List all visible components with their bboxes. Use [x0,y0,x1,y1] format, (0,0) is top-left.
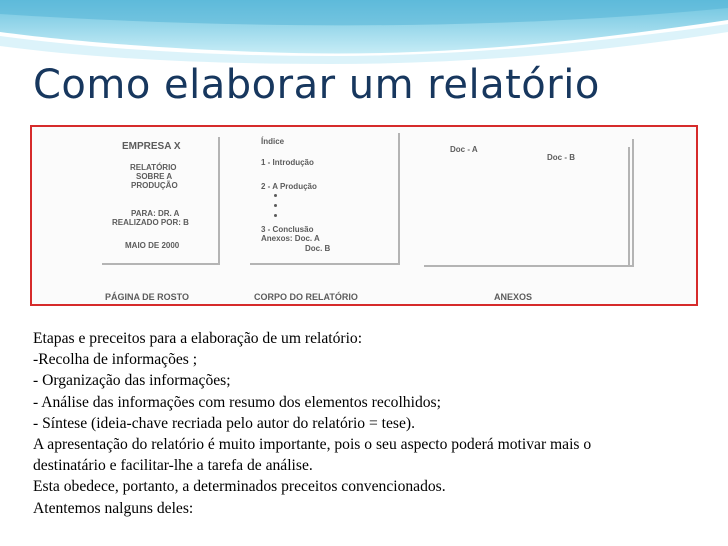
annex-doc-b: Doc - B [547,153,575,162]
body-item-3: 3 - Conclusão [261,225,314,234]
cover-report-title-3: PRODUÇÃO [131,181,178,190]
report-structure-figure [30,125,698,306]
cover-caption: PÁGINA DE ROSTO [105,292,190,302]
content-line: - Análise das informações com resumo dos elementos recolhidos; [33,393,441,411]
body-item-2: 2 - A Produção [261,182,317,191]
body-bullet [274,194,277,197]
cover-author: REALIZADO POR: B [112,218,189,227]
cover-date: MAIO DE 2000 [125,241,180,250]
annexes-caption: ANEXOS [494,292,533,302]
body-item-1: 1 - Introdução [261,158,314,167]
cover-recipient: PARA: DR. A [131,209,180,218]
cover-company: EMPRESA X [122,141,181,152]
body-caption: CORPO DO RELATÓRIO [254,292,358,302]
content-line: Etapas e preceitos para a elaboração de um relatório: [33,330,363,347]
content-line: Atentemos nalguns deles: [33,499,194,517]
content-line: destinatário e facilitar-lhe a tarefa de análise. [33,457,313,475]
body-bullet [274,204,277,207]
content-line: - Organização das informações; [33,372,231,390]
cover-report-title-2: SOBRE A [136,172,173,181]
content-line: - Síntese (ideia-chave recriada pelo autor do relatório = tese). [33,414,416,432]
content-line: Esta obedece, portanto, a determinados preceitos convencionados. [33,478,446,496]
page-title: Como elaborar um relatório [33,62,600,108]
body-index: Índice [261,137,285,146]
content-line: -Recolha de informações ; [33,351,198,369]
content-line: A apresentação do relatório é muito importante, pois o seu aspecto poderá motivar mais o [33,436,592,454]
content-text [33,328,713,519]
annex-page-b [520,147,630,267]
body-annex-b: Doc. B [305,244,331,253]
cover-report-title-1: RELATÓRIO [130,163,177,172]
body-bullet [274,214,277,217]
annex-doc-a: Doc - A [450,145,478,154]
body-annexes: Anexos: Doc. A [261,234,320,243]
